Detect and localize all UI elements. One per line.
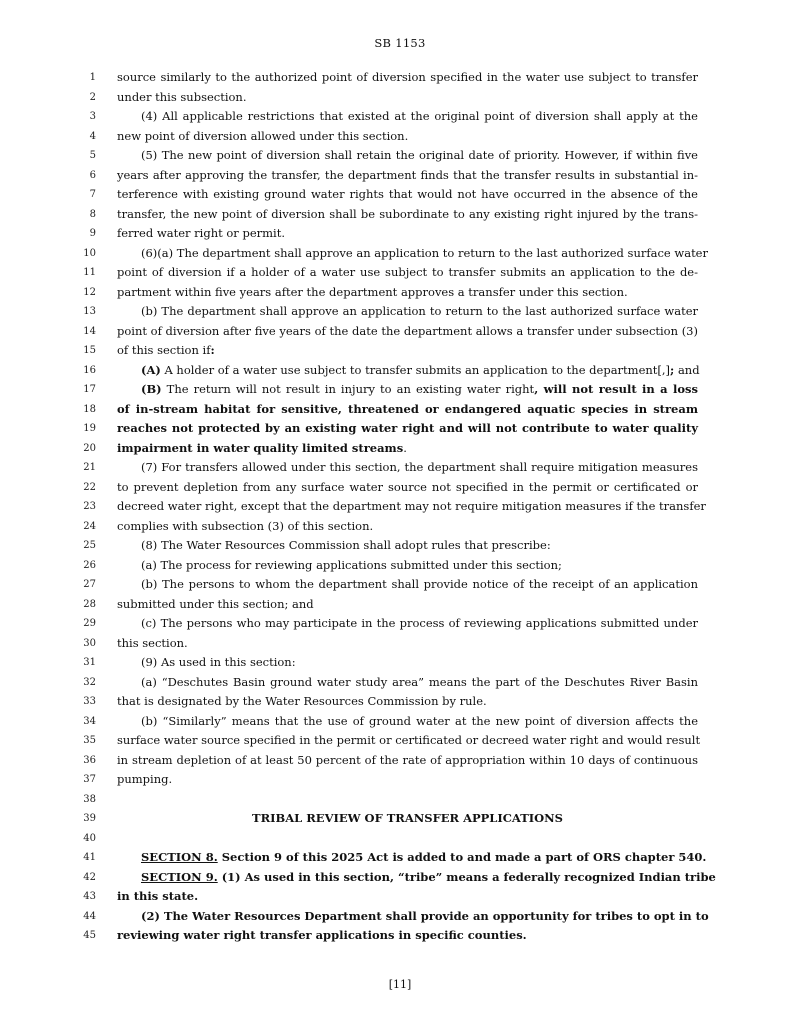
line-12 [0,283,800,303]
line-number: 39 [83,813,96,824]
line-text: (a) The process for reviewing applications submitted under this section; [141,557,562,572]
line-11 [0,263,800,283]
line-7 [0,185,800,205]
line-36 [0,751,800,771]
line-28 [0,595,800,615]
line-number: 17 [83,384,96,395]
line-17 [0,380,800,400]
line-text: (5) The new point of diversion shall retain the original date of priority. However, if within five [141,148,698,162]
line-text-bold: (B) [141,382,162,396]
line-1 [0,68,800,88]
line-number: 36 [83,754,96,766]
line-text: (a) “Deschutes Basin ground water study area” means the part of the Deschutes River Basin [141,674,698,689]
line-text-bold: , will not result in a loss [534,382,699,396]
line-9 [0,224,800,244]
line-29 [0,614,800,634]
line-text: complies with subsection (3) of this section. [117,518,374,533]
line-number: 26 [83,559,96,571]
line-number: 3 [89,111,96,122]
line-number: 2 [89,91,96,103]
line-number: 43 [83,891,96,902]
line-19 [0,419,800,439]
line-text: this section. [117,635,188,650]
line-30 [0,634,800,654]
line-text: decreed water right, except that the department may not require mitigation measures if the transfer [117,499,706,513]
line-text: in stream depletion of at least 50 percent of the rate of appropriation within 10 days of continuous [117,752,698,767]
line-20 [0,439,800,459]
line-text [117,868,716,888]
line-22 [0,478,800,498]
line-number: 8 [89,208,96,220]
line-number: 33 [83,696,96,707]
line-24 [0,517,800,537]
line-10 [0,244,800,264]
line-text: source similarly to the authorized point of diversion specified in the water use subject to transfer [117,70,698,84]
line-32 [0,673,800,693]
line-number: 12 [83,286,96,298]
line-text: (2) The Water Resources Department shall provide an opportunity for tribes to opt in to [141,908,709,923]
line-18 [0,400,800,420]
line-27 [0,575,800,595]
line-5 [0,146,800,166]
line-25 [0,536,800,556]
line-number: 35 [83,735,96,746]
line-number: 4 [89,130,96,142]
line-number: 27 [83,579,96,590]
section-label: SECTION 9. [141,869,218,884]
line-text: point of diversion if a holder of a water use subject to transfer submits an application to the de- [117,265,698,279]
line-45 [0,926,800,946]
line-number: 14 [83,325,96,337]
line-text-part: A holder of a water use subject to transfer submits an application to the department[,] [160,362,671,377]
line-14 [0,322,800,342]
line-text: to prevent depletion from any surface water source not specified in the permit or certificated or [117,479,698,494]
line-text: (8) The Water Resources Commission shall adopt rules that prescribe: [141,538,551,552]
line-number: 38 [83,793,96,805]
line-text: (6)(a) The department shall approve an application to return to the last authorized surface water [141,245,708,260]
line-34 [0,712,800,732]
line-number: 40 [83,832,96,844]
line-number: 37 [83,774,96,785]
line-number: 25 [83,540,96,551]
line-number: 30 [83,637,96,649]
line-number: 10 [83,247,96,259]
line-6 [0,166,800,186]
line-text [117,439,698,459]
line-35 [0,731,800,751]
line-text-part: and [674,362,700,377]
line-number: 18 [83,403,96,415]
line-4 [0,127,800,147]
line-text: ferred water right or permit. [117,226,285,240]
line-number: 11 [83,267,96,278]
line-text: (9) As used in this section: [141,655,296,669]
line-39 [0,809,800,829]
line-number: 13 [83,306,96,317]
line-38 [0,790,800,810]
line-33 [0,692,800,712]
line-number: 45 [83,930,96,941]
line-number: 15 [83,345,96,356]
line-text-bold: : [210,343,215,357]
line-text-part: The return will not result in injury to an existing water right [161,382,535,396]
line-number: 5 [89,150,96,161]
line-26 [0,556,800,576]
line-text: (b) The persons to whom the department shall provide notice of the receipt of an application [141,577,698,591]
line-text-part: of this section if [117,343,211,357]
line-number: 23 [83,501,96,512]
line-text: of in-stream habitat for sensitive, threatened or endangered aquatic species in stream [117,401,698,416]
line-40 [0,829,800,849]
line-text: (4) All applicable restrictions that existed at the original point of diversion shall apply at the [141,109,698,123]
document-body [0,68,800,946]
line-number: 21 [83,462,96,473]
line-16 [0,361,800,381]
line-text [117,848,707,868]
line-text-bold: impairment in water quality limited streams [117,440,404,455]
line-text: reaches not protected by an existing water right and will not contribute to water quality [117,421,698,435]
line-number: 20 [83,442,96,454]
line-text: pumping. [117,772,173,786]
line-number: 31 [83,657,96,668]
line-number: 29 [83,618,96,629]
line-text: terference with existing ground water rights that would not have occurred in the absence of the [117,187,698,201]
line-text: surface water source specified in the permit or certificated or decreed water right and would result [117,733,701,747]
line-number: 32 [83,676,96,688]
line-text-bold: ; [670,362,675,377]
line-number: 28 [83,598,96,610]
line-text: point of diversion after five years of the date the department allows a transfer under subsection (3) [117,323,698,338]
line-31 [0,653,800,673]
line-13 [0,302,800,322]
page-number: [11] [388,978,412,991]
page-header: SB 1153 [374,36,426,50]
line-text [117,380,698,400]
line-text: submitted under this section; and [117,596,314,611]
line-number: 9 [89,228,96,239]
line-text [117,341,698,361]
line-number: 24 [83,520,96,532]
line-43 [0,887,800,907]
line-42 [0,868,800,888]
line-number: 42 [83,871,96,883]
line-text: (c) The persons who may participate in the process of reviewing applications submitted under [141,616,698,630]
line-37 [0,770,800,790]
line-number: 22 [83,481,96,493]
line-text: reviewing water right transfer applications in specific counties. [117,928,527,942]
line-text: (7) For transfers allowed under this section, the department shall require mitigation measures [141,460,698,474]
line-text: (b) “Similarly” means that the use of ground water at the new point of diversion affects the [141,713,698,728]
line-number: 41 [83,852,96,863]
line-21 [0,458,800,478]
line-text: years after approving the transfer, the department finds that the transfer results in substantial in- [117,167,698,182]
line-text-part: Section 9 of this 2025 Act is added to and made a part of ORS chapter 540. [217,850,707,864]
line-number: 1 [89,72,96,83]
line-44 [0,907,800,927]
line-text-part: . [403,440,407,455]
line-15 [0,341,800,361]
line-text: new point of diversion allowed under this section. [117,128,409,143]
line-text: under this subsection. [117,89,247,104]
line-number: 44 [83,910,96,922]
section-label: SECTION 8. [141,850,218,864]
line-text: partment within five years after the department approves a transfer under this section. [117,284,628,299]
line-text-part: (1) As used in this section, “tribe” means a federally recognized Indian tribe [217,869,716,884]
line-number: 34 [83,715,96,727]
line-text: that is designated by the Water Resources Commission by rule. [117,694,487,708]
line-number: 6 [89,169,96,181]
line-text: (b) The department shall approve an application to return to the last authorized surface water [141,304,698,318]
line-23 [0,497,800,517]
line-number: 19 [83,423,96,434]
line-number: 16 [83,364,96,376]
line-number: 7 [89,189,96,200]
section-heading: TRIBAL REVIEW OF TRANSFER APPLICATIONS [252,811,563,825]
line-8 [0,205,800,225]
line-41 [0,848,800,868]
line-3 [0,107,800,127]
line-text-bold: (A) [141,362,161,377]
line-text: in this state. [117,889,199,903]
line-text: transfer, the new point of diversion shall be subordinate to any existing right injured by the trans- [117,206,698,221]
line-text [117,361,698,381]
line-2 [0,88,800,108]
